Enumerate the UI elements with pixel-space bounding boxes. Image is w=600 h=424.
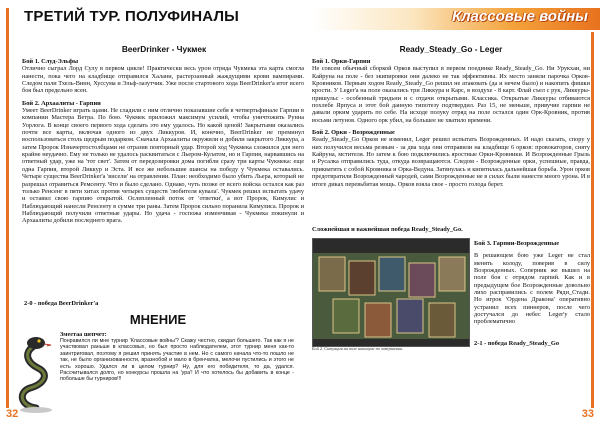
section-text: Умеет BeerDrinker играть щами. Не сладили с ним отлично показавшие себя в четвертьфинале Гарпии в компании Мастера Ветра. По бою. Чукмек приложил максимум усилий, чтобы уничтожить Рунна Уорлога. В конце своего первого хода сделать это ему удалось. Но какой ценой! Закрытыми оказались почти все карты, включая одного из двух Ликкуров. И, конечно, BeerDrinker не преминул воспользоваться столь щедрым подарком. Сначала Архаалиты окружили и добили закрытого Ликкура, а затем Пророк Изначертостолбцами не отразив повторный удар. Второй ход Чукмека сложился для него крайне неудачно. Ему не только не удалось расквитаться с Льером-Кулатом, но и Гарпия, нарвавшись на ответный удар, уже на 'тот свет'. Затем от передозировки дома погибли сразу три карты Чукмека: еще одна Гарпия, второй Ликкур и Эста. И все же небольшие шансы на победу у Чукмека оставались. Четыре существа BeerDrinker'а 'висели' на отравлении. План: необходимо было убить Льера, который не разрешал отравиться Ремсенту. Что и было сделано. Однако, чуть позже от всего войска остался как раз только Ренсенг в пяти хитах против четырех существ 'любителя кувала'. Чукмек решил испытать удачу и оставил свою гарпию открытой. Ослепленный поток от 'ответки', а вот Пророк, Кимулис и Наблюдающий нанесли Ренсенту в сумме три раны. Затем Пророк сильно поранила Кимулиса. Пророк и Наблюдающий получили ответные удары. Но удача - госпожа изменчивая - Чукмека покинули и Архаалиты добили последнего врага. [22, 107, 304, 225]
opinion-text: Понравился ли мне турнир 'Классовые войны'? Скажу честно, скидал большего. Так как я не участвовал раньше в классовых, но был просто наблюдателем, этот турнир меня как-то заинтриговал, поэтому я решил принять участие в нем. Но с самого начала что-то пошло не так, не было организованности, вразнобой и мало в бренчатка, мелочи пустились и этого не есть хорошо. Удался ли в целом турнир? Ну, для его победителя, то да, удался. Рассчитывался долго, но конкурсы прошла на 'ура'! И что хотелось бы добавить в конце - побольше бы турниров!!! [60, 338, 294, 383]
section-heading: Бой 2. Архаалиты - Гарпии [22, 99, 101, 107]
section-heading: Бой 2. Орки - Возрожденные [312, 129, 395, 137]
right-summary: Сложнейшая и важнейшая победа Ready_Steady_Go. [312, 226, 463, 233]
page-number-right: 33 [581, 408, 594, 420]
game-board-photo [312, 238, 470, 347]
section-text: Отлично сыграл Лорд Сулу в первом цикле! Практически весь урон отряда Чукмека эта карта смогла нанести, пока чего на кладбище отправился Халани, растерзанный жаждущими крови вампирами. Следом пали Тхель-Винн, Хуссума и Эльф-лазутчик. Уже после стартового хода BeerDrinker'а итог всего боя был предельно ясен. [22, 65, 304, 95]
brand-title: Классовые войны [451, 8, 588, 25]
photo-caption: Бой 2. Ситуация на поле накануне по завершении. [312, 346, 404, 351]
section-text: Ready_Steady_Go Орков не изменил, Leger решил испытать Возрожденных. И надо сказать, спору у них получился весьма резвым - за два хода они отправили на кладбище 6 орков: провокаторов, сняту Кайруна, мстителя. Но затем к бою подключились яростные Орки-Кровники. И Возрожденные Грызь и Русалка отправились туда, откуда возвращаются. Следом - Возрожденные орки, успешные, правда, прикватить с собой Кровника и Орка-Ведуна. Затянулась и кипятилась дальнейшая борьба. Урон орков предотвратили Возрожденный чародей, сами Возрожденные не в силах были нанести много урона. И в итоге диках перевьбитая мощь. Орков взяла свое - просто голода берет. [312, 136, 590, 188]
right-article-bottom [474, 240, 590, 326]
snake-mascot-icon [14, 330, 58, 414]
page-number-left: 32 [6, 408, 19, 420]
opinion-title: МНЕНИЕ [129, 312, 187, 327]
opinion-author: Змеетаа шепчет: [60, 331, 107, 338]
right-result: 2-1 - победа Ready_Steady_Go [474, 340, 560, 347]
right-match-title: Ready_Steady_Go - Leger [399, 44, 503, 54]
section-heading: Бой 1. Орки-Гарпии [312, 58, 371, 65]
left-article [22, 58, 304, 225]
section-heading: Бой 1. Слуд-Эльфы [22, 58, 79, 65]
game-board-image [313, 239, 469, 346]
left-match-title: BeerDrinker - Чукмек [121, 44, 207, 54]
section-text: В решающем бою уже Leger не стал менять колоду, поверив в силу Возрожденных. Соперник же вышел на поле боя с отрядом гарпий. Как и в предыдущем бое Возрожденные довольно лихо расправились с полем Ряди_Стади. Но игрок 'Ордена Дракона' оперативно устранил всех пиннеров, после чего достучался до небес Leger'у стало проблематично [474, 252, 590, 326]
section-text: Не совсем обычный сборкой Орков выступил в первом поединке Ready_Steady_Go. Ни Урукхаи, ни Кайруна на поле - без экипировки они далеко не так эффективны. Их место заняли парочка Орков-Кровников. Первым ходом Ready_Steady_Go решил не атаковать (да и нечем было) и накопить фишки крости. У Leger'а на поле оказались три Ликкура и Карс, в воздухе - 8 карт. Флай съел с рук, Ликкуры-пришульс - особенный тридьни и с отдачи открытыми. Классика. Открытые Ликкуры отбиваются похлебе Ярпуса и этот бой данную типотезу подтвердил. Раз 15, не меньше, привучие гарпии не давали орким ударить по себе. На исходе полуку отряд на поле остался один Орк-Кровник, против восьми летунов. Одного орк убил, на большее не хватило времени. [312, 65, 590, 124]
right-article-top [312, 58, 590, 188]
right-edge-stripe [591, 32, 594, 408]
left-result: 2-0 - победа BeerDrinker'а [24, 300, 99, 307]
page-title: ТРЕТИЙ ТУР. ПОЛУФИНАЛЫ [24, 8, 240, 25]
section-heading: Бой 3. Гарпии-Возрожденные [474, 240, 560, 247]
left-edge-stripe [6, 8, 9, 408]
